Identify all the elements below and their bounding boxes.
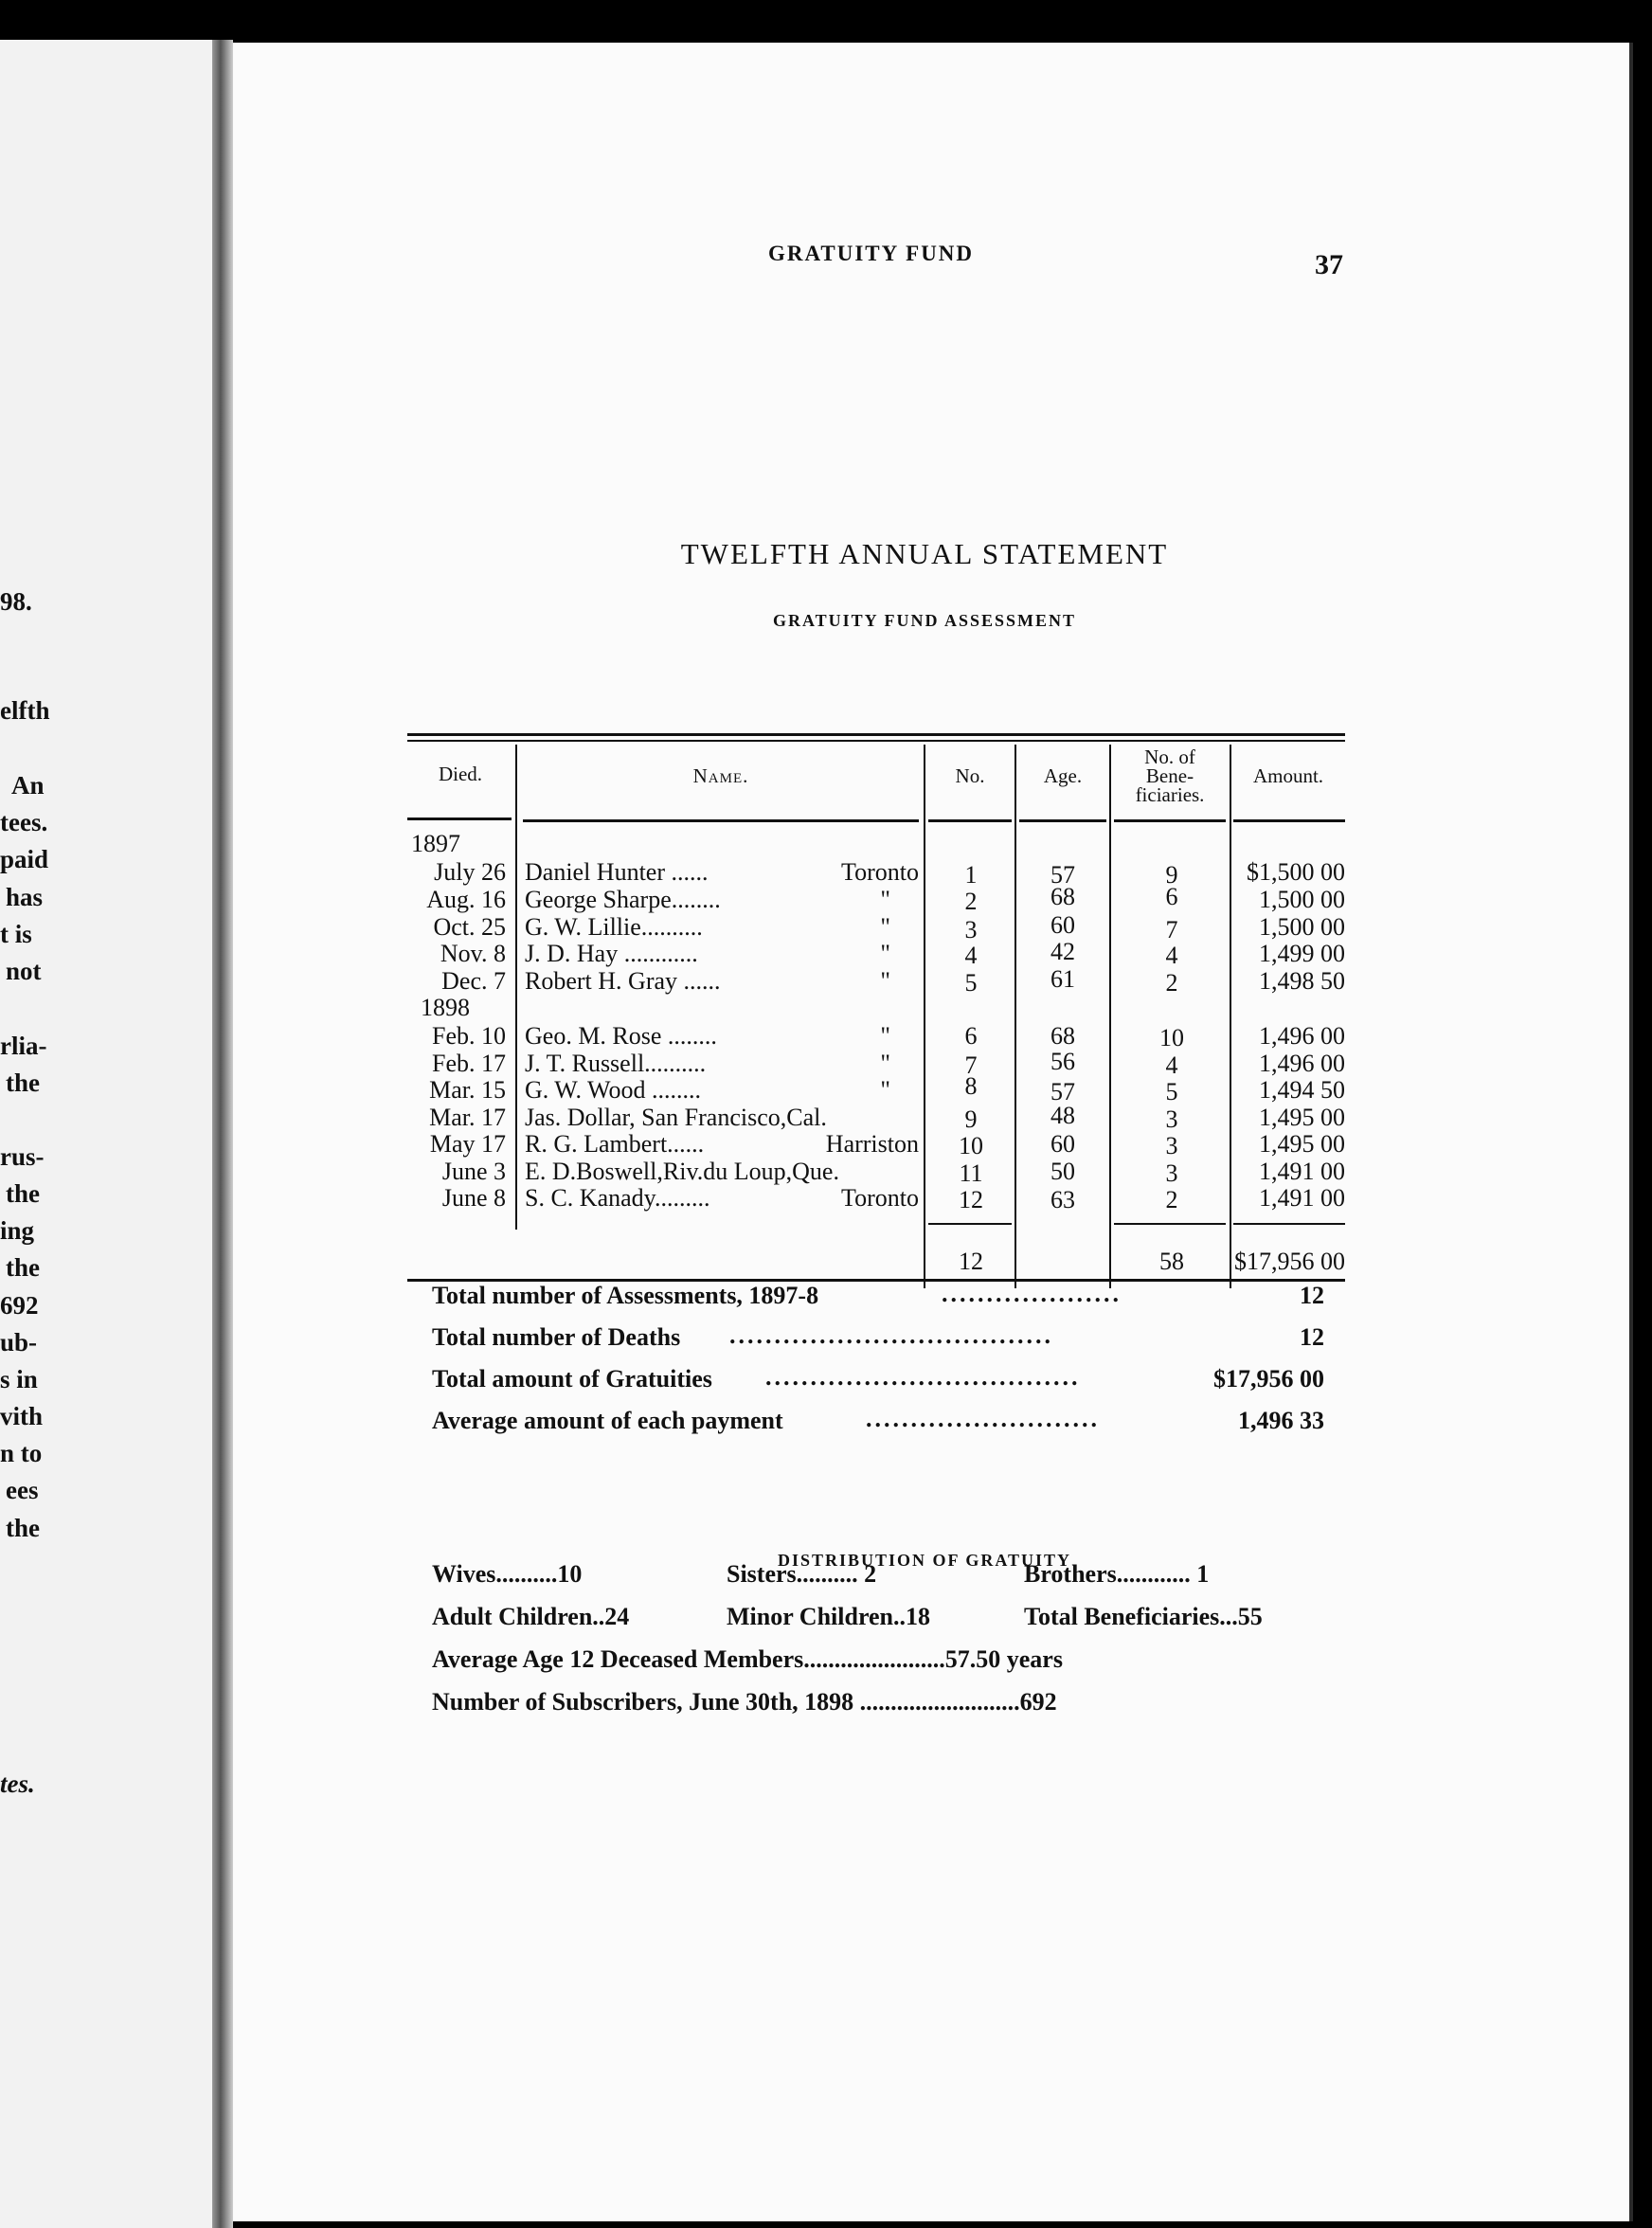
- header-rule: [1114, 819, 1226, 822]
- left-fragment-text: 692: [0, 1291, 39, 1320]
- left-fragment-text: ub-: [0, 1328, 38, 1357]
- left-fragment-text: not: [6, 957, 42, 985]
- distribution-adult-children: Adult Children..24: [432, 1603, 630, 1630]
- cell-date: Dec. 7: [441, 967, 506, 995]
- cell-beneficiaries: 10: [1159, 1024, 1184, 1051]
- cell-amount: 1,496 00: [1259, 1022, 1345, 1050]
- cell-name-text: George Sharpe........: [525, 886, 721, 913]
- summary-label: Total amount of Gratuities: [432, 1365, 712, 1392]
- cell-date: Mar. 17: [429, 1104, 506, 1131]
- left-fragment-text: the: [6, 1514, 40, 1542]
- cell-amount: 1,498 50: [1259, 967, 1345, 995]
- total-amount: $17,956 00: [1234, 1248, 1345, 1275]
- dot-leader: ....................: [942, 1280, 1122, 1307]
- cell-name-text: G. W. Wood ........: [525, 1076, 701, 1104]
- summary-value: 12: [1300, 1282, 1324, 1309]
- header-died: Died.: [438, 763, 483, 785]
- cell-name-text: E. D.Boswell,Riv.du Loup,Que.: [525, 1158, 839, 1185]
- running-head: GRATUITY FUND: [768, 242, 975, 265]
- dot-leader: ..........................: [866, 1405, 1100, 1432]
- header-beneficiaries-line3: ficiaries.: [1135, 783, 1205, 806]
- total-beneficiaries: 58: [1159, 1248, 1184, 1275]
- table-top-rule: [407, 733, 1345, 736]
- distribution-brothers: Brothers............ 1: [1024, 1560, 1210, 1588]
- summary-row: [432, 1282, 1324, 1314]
- cell-name-text: Robert H. Gray ......: [525, 967, 721, 995]
- distribution-subscribers: Number of Subscribers, June 30th, 1898 ..........................692: [432, 1688, 1057, 1716]
- header-beneficiaries-line1: No. of: [1144, 746, 1195, 768]
- left-fragment-text: the: [6, 1069, 40, 1097]
- cell-name-text: J. D. Hay ............: [525, 940, 698, 967]
- left-fragment-text: tes.: [0, 1770, 35, 1798]
- cell-amount: 1,496 00: [1259, 1050, 1345, 1077]
- cell-name-text: G. W. Lillie..........: [525, 913, 703, 941]
- cell-place: ": [880, 913, 890, 941]
- cell-amount: 1,491 00: [1259, 1158, 1345, 1185]
- cell-amount: 1,491 00: [1259, 1184, 1345, 1212]
- assessment-title: GRATUITY FUND ASSESSMENT: [772, 611, 1077, 630]
- cell-beneficiaries: 9: [1165, 861, 1178, 889]
- distribution-average-age: Average Age 12 Deceased Members.......................57.50 years: [432, 1645, 1063, 1673]
- cell-no: 9: [964, 1105, 978, 1133]
- cell-beneficiaries: 6: [1165, 883, 1178, 910]
- cell-date: Feb. 10: [432, 1022, 506, 1050]
- left-fragment-text: s in: [0, 1365, 38, 1393]
- cell-name-text: R. G. Lambert......: [525, 1130, 705, 1158]
- cell-amount: $1,500 00: [1247, 858, 1345, 886]
- cell-age: 48: [1050, 1102, 1075, 1129]
- cell-beneficiaries: 3: [1165, 1132, 1178, 1159]
- total-rule: [928, 1223, 1012, 1225]
- summary-label: Total number of Deaths: [432, 1323, 681, 1351]
- cell-beneficiaries: 5: [1165, 1078, 1178, 1105]
- cell-date: June 8: [441, 1184, 506, 1212]
- header-rule: [1233, 819, 1345, 822]
- column-rule: [515, 745, 517, 1230]
- page-number: 37: [1315, 249, 1343, 280]
- cell-date: May 17: [429, 1130, 506, 1158]
- statement-title: TWELFTH ANNUAL STATEMENT: [680, 537, 1169, 570]
- table-top-rule: [407, 740, 1345, 742]
- cell-age: 57: [1050, 1078, 1075, 1105]
- cell-name-text: J. T. Russell..........: [525, 1050, 707, 1077]
- cell-beneficiaries: 3: [1165, 1159, 1178, 1187]
- left-fragment-text: rlia-: [0, 1032, 47, 1060]
- total-rule: [1114, 1223, 1226, 1225]
- left-fragment-text: ing: [0, 1216, 35, 1245]
- cell-no: 12: [959, 1186, 983, 1213]
- cell-age: 63: [1050, 1186, 1075, 1213]
- cell-beneficiaries: 4: [1165, 942, 1178, 969]
- cell-age: 68: [1050, 1022, 1075, 1050]
- cell-no: 11: [959, 1159, 983, 1187]
- assessment-table: [407, 690, 1345, 1285]
- header-rule: [407, 818, 512, 820]
- cell-name-text: Jas. Dollar, San Francisco,Cal.: [525, 1104, 827, 1131]
- cell-amount: 1,500 00: [1259, 886, 1345, 913]
- cell-name-text: S. C. Kanady.........: [525, 1184, 710, 1212]
- total-rule: [1233, 1223, 1345, 1225]
- cell-age: 60: [1050, 911, 1075, 939]
- cell-no: 3: [964, 916, 978, 943]
- cell-beneficiaries: 3: [1165, 1105, 1178, 1133]
- cell-age: 56: [1050, 1048, 1075, 1075]
- cell-amount: 1,500 00: [1259, 913, 1345, 941]
- cell-date: Nov. 8: [440, 940, 506, 967]
- cell-age: 42: [1050, 938, 1075, 965]
- distribution-minor-children: Minor Children..18: [727, 1603, 931, 1630]
- header-amount: Amount.: [1252, 764, 1324, 787]
- distribution-total-beneficiaries: Total Beneficiaries...55: [1024, 1603, 1263, 1630]
- dot-leader: ...................................: [765, 1363, 1081, 1391]
- left-fragment-text: the: [6, 1253, 40, 1282]
- cell-no: 2: [964, 888, 978, 915]
- distribution-title: DISTRIBUTION OF GRATUITY: [777, 1551, 1072, 1570]
- page: [233, 43, 1633, 2221]
- cell-name-text: Geo. M. Rose ........: [525, 1022, 717, 1050]
- left-fragment-text: t is: [0, 920, 32, 948]
- cell-place: ": [880, 1076, 890, 1104]
- distribution-wives: Wives..........10: [432, 1560, 583, 1588]
- cell-place: Harriston: [825, 1130, 919, 1158]
- summary-value: 12: [1300, 1323, 1324, 1351]
- cell-no: 1: [964, 861, 978, 889]
- left-fragment-text: the: [6, 1179, 40, 1208]
- distribution-sisters: Sisters.......... 2: [727, 1560, 877, 1588]
- cell-date: Oct. 25: [433, 913, 506, 941]
- left-fragment-text: 98.: [0, 587, 32, 616]
- cell-age: 68: [1050, 883, 1075, 910]
- summary-row: [432, 1407, 1324, 1439]
- summary-row: [432, 1365, 1324, 1397]
- year-label: 1897: [411, 830, 460, 857]
- left-fragment-text: tees.: [0, 808, 48, 836]
- cell-age: 61: [1050, 965, 1075, 993]
- cell-amount: 1,499 00: [1259, 940, 1345, 967]
- cell-no: 4: [964, 942, 978, 969]
- cell-date: June 3: [441, 1158, 506, 1185]
- left-fragment-text: has: [6, 883, 44, 911]
- total-no: 12: [959, 1248, 983, 1275]
- column-rule: [1109, 745, 1111, 1288]
- left-fragment-text: rus-: [0, 1142, 45, 1171]
- dot-leader: ....................................: [729, 1321, 1053, 1349]
- cell-age: 60: [1050, 1130, 1075, 1158]
- left-fragment-text: vith: [0, 1402, 44, 1430]
- header-beneficiaries-line2: Bene-: [1145, 764, 1194, 787]
- cell-date: Mar. 15: [429, 1076, 506, 1104]
- cell-beneficiaries: 7: [1165, 916, 1178, 943]
- left-fragment-text: An: [11, 771, 45, 800]
- cell-amount: 1,495 00: [1259, 1130, 1345, 1158]
- cell-place: ": [880, 1050, 890, 1077]
- header-rule: [523, 819, 919, 822]
- cell-amount: 1,495 00: [1259, 1104, 1345, 1131]
- cell-name-text: Daniel Hunter ......: [525, 858, 709, 886]
- summary-value: $17,956 00: [1213, 1365, 1324, 1392]
- cell-place: Toronto: [841, 858, 919, 886]
- cell-date: Feb. 17: [432, 1050, 506, 1077]
- book-spine: [212, 40, 233, 2228]
- cell-no: 10: [959, 1132, 983, 1159]
- cell-no: 5: [964, 969, 978, 997]
- header-no: No.: [955, 764, 985, 787]
- summary-label: Total number of Assessments, 1897-8: [432, 1282, 819, 1309]
- cell-beneficiaries: 2: [1165, 1186, 1178, 1213]
- year-label: 1898: [421, 994, 470, 1021]
- left-fragment-text: n to: [0, 1439, 43, 1467]
- cell-place: ": [880, 940, 890, 967]
- cell-no: 8: [964, 1072, 978, 1100]
- summary-row: [432, 1323, 1324, 1356]
- cell-date: July 26: [434, 858, 506, 886]
- cell-place: ": [880, 967, 890, 995]
- cell-beneficiaries: 4: [1165, 1051, 1178, 1079]
- cell-place: ": [880, 886, 890, 913]
- cell-no: 7: [964, 1051, 978, 1079]
- header-beneficiaries: [1112, 747, 1228, 804]
- left-fragment-text: elfth: [0, 696, 50, 725]
- cell-place: ": [880, 1022, 890, 1050]
- left-page-fragment: [0, 40, 223, 2228]
- cell-date: Aug. 16: [426, 886, 506, 913]
- header-rule: [928, 819, 1012, 822]
- cell-no: 6: [964, 1022, 978, 1050]
- cell-amount: 1,494 50: [1259, 1076, 1345, 1104]
- summary-value: 1,496 33: [1238, 1407, 1324, 1434]
- left-fragment-text: ees: [6, 1476, 39, 1504]
- header-name: Name.: [692, 764, 749, 787]
- cell-beneficiaries: 2: [1165, 969, 1178, 997]
- cell-age: 50: [1050, 1158, 1075, 1185]
- header-rule: [1019, 819, 1106, 822]
- header-age: Age.: [1043, 764, 1083, 787]
- summary-label: Average amount of each payment: [432, 1407, 783, 1434]
- left-fragment-text: paid: [0, 845, 49, 873]
- cell-age: 57: [1050, 861, 1075, 889]
- cell-place: Toronto: [841, 1184, 919, 1212]
